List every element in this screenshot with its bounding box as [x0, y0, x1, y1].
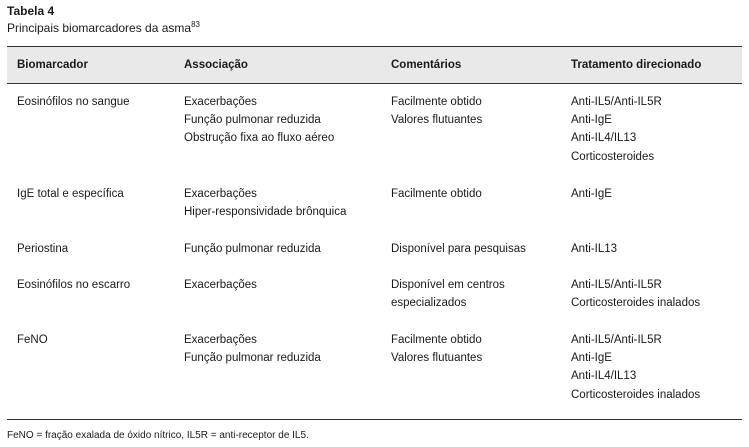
cell-association	[184, 240, 321, 258]
cell-comments	[391, 185, 482, 203]
cell-line: Anti-IL4/IL13	[571, 132, 637, 145]
cell-line: Facilmente obtido	[391, 334, 482, 346]
table-title: Tabela 4	[7, 4, 55, 18]
cell-line: Anti-IL5/Anti-IL5R	[571, 96, 662, 108]
cell-line: Anti-IgE	[571, 114, 612, 127]
cell-line: Eosinófilos no escarro	[17, 279, 131, 291]
cell-line: Disponível para pesquisas	[391, 243, 526, 255]
table-bottom-rule	[7, 419, 742, 420]
cell-line: Hiper-responsividade brônquica	[184, 206, 347, 219]
cell-line: Disponível em centros	[391, 279, 505, 291]
table-footnote: FeNO = fração exalada de óxido nítrico, IL5R = anti-receptor de IL5.	[7, 430, 309, 441]
cell-biomarker	[17, 240, 68, 258]
cell-line: Exacerbações	[184, 279, 257, 291]
cell-association	[184, 331, 321, 367]
biomarkers-table	[7, 46, 742, 420]
cell-line: Eosinófilos no sangue	[17, 96, 130, 108]
cell-line: especializados	[391, 297, 467, 310]
cell-biomarker	[17, 331, 48, 349]
cell-line: Obstrução fixa ao fluxo aéreo	[184, 132, 335, 145]
cell-association	[184, 276, 257, 294]
table-subtitle-text: Principais biomarcadores da asma	[7, 21, 192, 35]
header-treatment: Tratamento direcionado	[571, 59, 702, 71]
cell-line: Função pulmonar reduzida	[184, 114, 321, 127]
cell-line: Valores flutuantes	[391, 114, 483, 127]
cell-treatment	[571, 185, 612, 203]
cell-biomarker	[17, 185, 124, 203]
cell-comments	[391, 276, 505, 312]
cell-line: Anti-IL5/Anti-IL5R	[571, 334, 662, 346]
header-association: Associação	[184, 59, 248, 71]
cell-treatment	[571, 93, 662, 166]
cell-treatment	[571, 240, 617, 258]
cell-line: Anti-IgE	[571, 352, 612, 365]
cell-association	[184, 185, 346, 221]
header-biomarker: Biomarcador	[17, 59, 88, 71]
subtitle-reference: 83	[191, 20, 200, 29]
cell-comments	[391, 240, 526, 258]
header-comments: Comentários	[391, 59, 462, 71]
table-header	[7, 46, 742, 84]
cell-line: Anti-IgE	[571, 188, 612, 200]
cell-line: Facilmente obtido	[391, 96, 482, 108]
cell-line: Função pulmonar reduzida	[184, 352, 321, 365]
cell-line: Anti-IL13	[571, 243, 618, 255]
cell-biomarker	[17, 276, 130, 294]
cell-line: Anti-IL5/Anti-IL5R	[571, 279, 662, 291]
cell-line: Facilmente obtido	[391, 188, 482, 200]
cell-line: Corticosteroides inalados	[571, 297, 701, 310]
cell-line: Anti-IL4/IL13	[571, 370, 637, 383]
cell-comments	[391, 331, 482, 367]
cell-line: Exacerbações	[184, 334, 257, 346]
cell-line: Periostina	[17, 243, 69, 255]
cell-line: Corticosteroides inalados	[571, 388, 701, 401]
cell-line: IgE total e específica	[17, 188, 124, 200]
cell-biomarker	[17, 93, 130, 111]
cell-line: Corticosteroides	[571, 150, 655, 163]
cell-association	[184, 93, 334, 148]
cell-line: FeNO	[17, 334, 48, 346]
cell-treatment	[571, 331, 700, 404]
cell-treatment	[571, 276, 700, 312]
cell-line: Função pulmonar reduzida	[184, 243, 321, 255]
cell-comments	[391, 93, 482, 129]
cell-line: Exacerbações	[184, 188, 257, 200]
cell-line: Valores flutuantes	[391, 352, 483, 365]
cell-line: Exacerbações	[184, 96, 257, 108]
table-subtitle	[7, 21, 200, 35]
